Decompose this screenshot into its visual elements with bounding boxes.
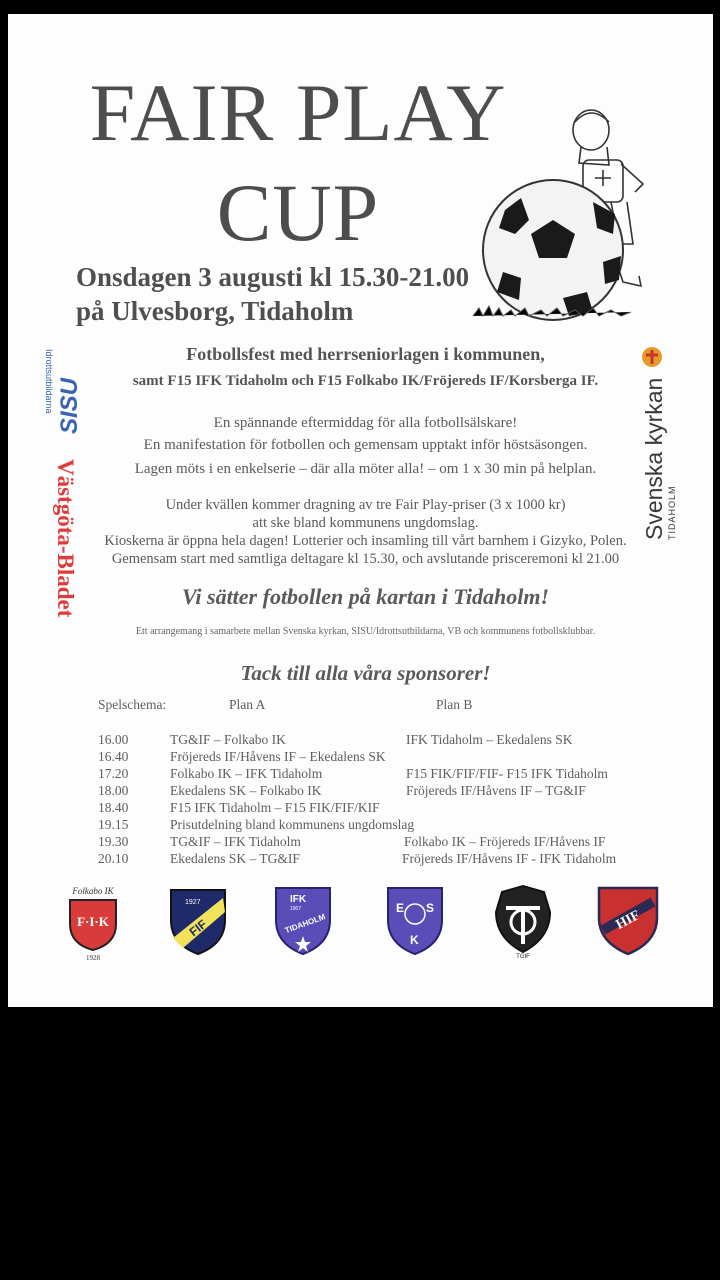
schedule-plan-b: F15 FIK/FIF/FIF- F15 IFK Tidaholm — [406, 766, 608, 781]
schedule-plan-a: Fröjereds IF/Håvens IF – Ekedalens SK — [170, 749, 386, 764]
venue-line: på Ulvesborg, Tidaholm — [76, 296, 354, 326]
folkabo-ik-logo — [58, 882, 128, 962]
headline-1: Fotbollsfest med herrseniorlagen i kommunen, — [186, 344, 545, 364]
slogan: Vi sätter fotbollen på kartan i Tidaholm! — [181, 584, 550, 609]
sk-name: Svenska kyrkan — [641, 377, 667, 540]
intro-line: Lagen möts i en enkelserie – där alla möter alla! – om 1 x 30 min på helplan. — [134, 461, 597, 477]
schedule-plan-a: Ekedalens SK – Folkabo IK — [170, 783, 322, 798]
schedule-plan-a: Prisutdelning bland kommunens ungdomslag — [170, 817, 415, 832]
sisu-logo — [36, 349, 86, 439]
fif-logo — [163, 882, 233, 962]
schedule-plan-a: TG&IF – Folkabo IK — [170, 732, 286, 747]
sponsor-thanks: Tack till alla våra sponsorer! — [240, 661, 491, 685]
schedule-plan-b: Folkabo IK – Fröjereds IF/Håvens IF — [404, 834, 606, 849]
schedule-label: Spelschema: — [98, 697, 167, 712]
title-line-2: CUP — [216, 167, 380, 258]
soccer-player-illustration — [463, 102, 678, 332]
hif-logo — [593, 882, 663, 962]
fif-logo-year: 1927 — [185, 899, 201, 906]
folkabo-logo-letters: F·I·K — [77, 914, 109, 929]
vb-name: Västgöta-Bladet — [53, 459, 78, 618]
sisu-subtitle: Idrottsutbildarna — [44, 349, 54, 414]
tgif-logo-letters: TGIF — [516, 954, 530, 960]
esk-logo-e: E — [396, 901, 405, 915]
esk-logo-s: S — [426, 901, 435, 915]
info-line: Kioskerna är öppna hela dagen! Lotterier och insamling till vårt barnhem i Gizyko, Polen. — [104, 533, 627, 549]
event-date — [76, 260, 469, 328]
schedule-plan-b: IFK Tidaholm – Ekedalens SK — [406, 732, 573, 747]
folkabo-logo-year: 1928 — [86, 954, 100, 962]
date-line: Onsdagen 3 augusti kl 15.30-21.00 — [76, 262, 470, 292]
schedule-plan-a: TG&IF – IFK Tidaholm — [170, 834, 301, 849]
esk-logo-k: K — [410, 933, 419, 947]
schedule-time: 18.00 — [98, 783, 129, 798]
intro-text — [83, 412, 648, 480]
intro-line: En manifestation för fotbollen och gemensam upptakt inför höstsäsongen. — [143, 437, 588, 453]
fif-logo-letters: FIF — [186, 916, 210, 940]
arrangement-note: Ett arrangemang i samarbete mellan Svenska kyrkan, SISU/Idrottsutbildarna, VB och kommunens fotbollsklubbar. — [135, 626, 596, 637]
schedule-time: 17.20 — [98, 766, 129, 781]
sisu-name: SISU — [56, 377, 83, 434]
poster — [8, 14, 713, 1007]
schedule-time: 16.00 — [98, 732, 129, 747]
schedule-plan-a: Folkabo IK – IFK Tidaholm — [170, 766, 323, 781]
schedule-plan-a: Ekedalens SK – TG&IF — [170, 851, 300, 866]
schedule-plan-a: F15 IFK Tidaholm – F15 FIK/FIF/KIF — [170, 800, 380, 815]
headline-2: samt F15 IFK Tidaholm och F15 Folkabo IK/Fröjereds IF/Korsberga IF. — [132, 373, 599, 389]
ekedalens-sk-logo — [380, 882, 450, 962]
ifk-logo-line2: TIDAHOLM — [283, 912, 327, 936]
tgif-logo — [488, 882, 558, 962]
ifk-tidaholm-logo — [268, 882, 338, 962]
folkabo-logo-text: Folkabo IK — [72, 886, 114, 896]
plan-a-header: Plan A — [229, 697, 266, 712]
schedule-time: 18.40 — [98, 800, 129, 815]
info-line: Gemensam start med samtliga deltagare kl 15.30, och avslutande prisceremoni kl 21.00 — [111, 551, 620, 567]
sk-subtitle: TIDAHOLM — [667, 485, 677, 540]
schedule-plan-b: Fröjereds IF/Håvens IF – TG&IF — [406, 783, 586, 798]
schedule-time: 16.40 — [98, 749, 129, 764]
ifk-logo-line1: IFK — [290, 894, 307, 905]
info-line: Under kvällen kommer dragning av tre Fair Play-priser (3 x 1000 kr) — [165, 497, 566, 513]
ifk-logo-year: 1907 — [290, 906, 302, 912]
hif-logo-letters: HIF — [613, 907, 643, 933]
intro-line: En spännande eftermiddag för alla fotbollsälskare! — [213, 415, 518, 431]
info-line: att ske bland kommunens ungdomslag. — [252, 515, 479, 531]
schedule-plan-b: Fröjereds IF/Håvens IF - IFK Tidaholm — [402, 851, 617, 866]
schedule-time: 20.10 — [98, 851, 129, 866]
schedule-time: 19.15 — [98, 817, 129, 832]
schedule-time: 19.30 — [98, 834, 129, 849]
info-text — [78, 496, 653, 568]
plan-b-header: Plan B — [436, 697, 473, 712]
title-line-1: FAIR PLAY — [89, 67, 507, 158]
